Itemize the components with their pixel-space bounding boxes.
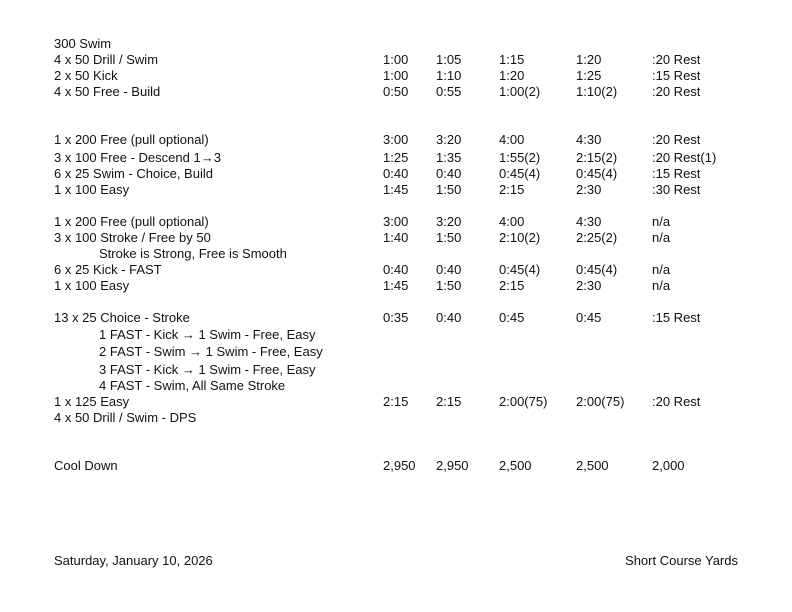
set-note: 4 FAST - Swim, All Same Stroke <box>99 378 286 393</box>
set-description: 3 x 100 Stroke / Free by 50 <box>54 230 211 245</box>
total-5: 2,000 <box>652 458 685 473</box>
interval-1: 1:25 <box>383 150 409 165</box>
interval-3: 1:00(2) <box>499 84 541 99</box>
interval-1: 1:45 <box>383 278 409 293</box>
interval-1: 3:00 <box>383 132 409 147</box>
interval-2: 3:20 <box>436 214 462 229</box>
interval-3: 2:15 <box>499 182 525 197</box>
set-description: 1 x 200 Free (pull optional) <box>54 132 209 147</box>
interval-4: 0:45(4) <box>576 262 618 277</box>
set-description: 6 x 25 Kick - FAST <box>54 262 162 277</box>
rest-value: :20 Rest <box>652 52 701 67</box>
interval-2: 1:05 <box>436 52 462 67</box>
workout-row <box>0 214 792 230</box>
set-description: 2 x 50 Kick <box>54 68 118 83</box>
interval-3: 1:55(2) <box>499 150 541 165</box>
workout-row <box>0 410 792 426</box>
set-note: Stroke is Strong, Free is Smooth <box>99 246 287 261</box>
workout-row <box>0 150 792 166</box>
interval-4: 1:25 <box>576 68 602 83</box>
rest-value: :20 Rest(1) <box>652 150 717 165</box>
rest-value: n/a <box>652 230 671 245</box>
workout-row <box>0 68 792 84</box>
rest-value: :20 Rest <box>652 394 701 409</box>
interval-1: 3:00 <box>383 214 409 229</box>
interval-4: 2:15(2) <box>576 150 618 165</box>
interval-1: 0:35 <box>383 310 409 325</box>
workout-row <box>0 36 792 52</box>
interval-2: 3:20 <box>436 132 462 147</box>
interval-4: 0:45(4) <box>576 166 618 181</box>
set-description: 13 x 25 Choice - Stroke <box>54 310 190 325</box>
interval-1: 0:50 <box>383 84 409 99</box>
set-description: 3 x 100 Free - Descend 1→3 <box>54 150 221 165</box>
workout-row <box>0 52 792 68</box>
interval-3: 4:00 <box>499 132 525 147</box>
rest-value: :15 Rest <box>652 310 701 325</box>
interval-3: 0:45 <box>499 310 525 325</box>
total-1: 2,950 <box>383 458 416 473</box>
interval-2: 1:50 <box>436 182 462 197</box>
total-2: 2,950 <box>436 458 469 473</box>
interval-1: 1:00 <box>383 52 409 67</box>
interval-2: 0:40 <box>436 310 462 325</box>
interval-3: 2:10(2) <box>499 230 541 245</box>
interval-1: 1:45 <box>383 182 409 197</box>
interval-4: 2:30 <box>576 182 602 197</box>
total-4: 2,500 <box>576 458 609 473</box>
footer-course: Short Course Yards <box>625 553 738 568</box>
workout-row <box>0 84 792 100</box>
interval-4: 2:25(2) <box>576 230 618 245</box>
total-3: 2,500 <box>499 458 532 473</box>
workout-row-note <box>0 362 792 378</box>
set-description: 300 Swim <box>54 36 112 51</box>
interval-3: 2:15 <box>499 278 525 293</box>
set-description: 1 x 100 Easy <box>54 182 130 197</box>
interval-2: 0:40 <box>436 166 462 181</box>
set-note: 2 FAST - Swim → 1 Swim - Free, Easy <box>99 344 323 359</box>
set-description: 4 x 50 Free - Build <box>54 84 161 99</box>
rest-value: :20 Rest <box>652 84 701 99</box>
set-description: 4 x 50 Drill / Swim <box>54 52 159 67</box>
workout-row <box>0 278 792 294</box>
interval-2: 1:10 <box>436 68 462 83</box>
interval-2: 1:50 <box>436 278 462 293</box>
interval-4: 2:00(75) <box>576 394 625 409</box>
interval-3: 0:45(4) <box>499 262 541 277</box>
set-description: 1 x 100 Easy <box>54 278 130 293</box>
rest-value: :15 Rest <box>652 166 701 181</box>
workout-row <box>0 310 792 326</box>
interval-2: 1:50 <box>436 230 462 245</box>
set-description: 6 x 25 Swim - Choice, Build <box>54 166 213 181</box>
interval-4: 2:30 <box>576 278 602 293</box>
set-description: Cool Down <box>54 458 118 473</box>
workout-row <box>0 132 792 148</box>
interval-3: 1:15 <box>499 52 525 67</box>
interval-2: 0:55 <box>436 84 462 99</box>
rest-value: n/a <box>652 214 671 229</box>
set-description: 1 x 200 Free (pull optional) <box>54 214 209 229</box>
interval-3: 1:20 <box>499 68 525 83</box>
interval-4: 0:45 <box>576 310 602 325</box>
workout-row-note <box>0 378 792 394</box>
footer-date: Saturday, January 10, 2026 <box>54 553 213 568</box>
rest-value: n/a <box>652 278 671 293</box>
interval-3: 2:00(75) <box>499 394 548 409</box>
set-description: 1 x 125 Easy <box>54 394 130 409</box>
interval-2: 2:15 <box>436 394 462 409</box>
rest-value: :15 Rest <box>652 68 701 83</box>
interval-1: 0:40 <box>383 262 409 277</box>
workout-row-totals <box>0 458 792 474</box>
workout-row <box>0 182 792 198</box>
workout-row <box>0 262 792 278</box>
interval-4: 1:20 <box>576 52 602 67</box>
set-note: 3 FAST - Kick → 1 Swim - Free, Easy <box>99 362 316 377</box>
interval-4: 1:10(2) <box>576 84 618 99</box>
interval-1: 1:40 <box>383 230 409 245</box>
set-description: 4 x 50 Drill / Swim - DPS <box>54 410 197 425</box>
interval-2: 1:35 <box>436 150 462 165</box>
workout-row <box>0 394 792 410</box>
workout-row-note <box>0 327 792 343</box>
interval-4: 4:30 <box>576 132 602 147</box>
rest-value: :20 Rest <box>652 132 701 147</box>
workout-row-note <box>0 246 792 262</box>
interval-1: 2:15 <box>383 394 409 409</box>
workout-row <box>0 166 792 182</box>
rest-value: :30 Rest <box>652 182 701 197</box>
interval-1: 1:00 <box>383 68 409 83</box>
interval-2: 0:40 <box>436 262 462 277</box>
workout-row-note <box>0 344 792 360</box>
interval-3: 0:45(4) <box>499 166 541 181</box>
interval-3: 4:00 <box>499 214 525 229</box>
rest-value: n/a <box>652 262 671 277</box>
set-note: 1 FAST - Kick → 1 Swim - Free, Easy <box>99 327 316 342</box>
workout-row <box>0 230 792 246</box>
interval-4: 4:30 <box>576 214 602 229</box>
interval-1: 0:40 <box>383 166 409 181</box>
